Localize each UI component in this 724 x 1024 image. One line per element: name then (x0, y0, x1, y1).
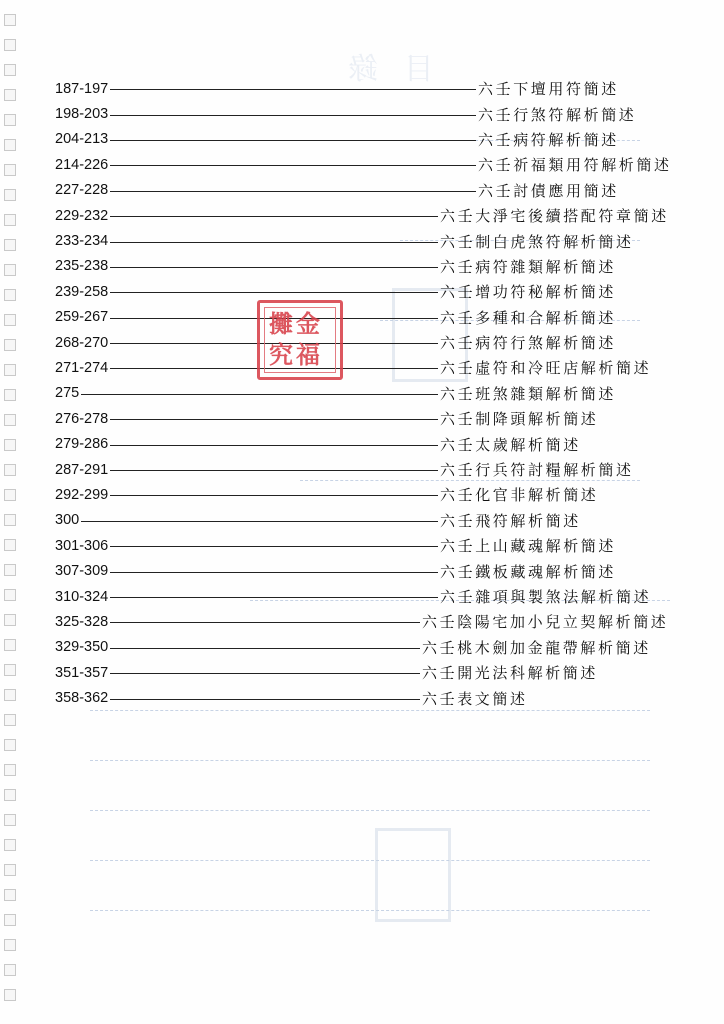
bleed-through-line (90, 860, 650, 861)
binding-hole (4, 389, 16, 401)
seal-glyph: 究 (269, 340, 293, 369)
toc-page-range: 229-232 (55, 207, 109, 224)
binding-hole (4, 789, 16, 801)
toc-entry (55, 558, 695, 583)
toc-page-range: 275 (55, 385, 80, 402)
toc-leader-line (110, 242, 438, 243)
toc-entry (55, 101, 695, 126)
toc-title: 六壬制降頭解析簡述 (440, 410, 599, 429)
toc-entry (55, 508, 695, 533)
toc-entry (55, 127, 695, 152)
binding-hole (4, 589, 16, 601)
toc-entry (55, 660, 695, 685)
toc-entry (55, 228, 695, 253)
binding-hole (4, 439, 16, 451)
toc-page-range: 276-278 (55, 410, 109, 427)
binding-hole (4, 164, 16, 176)
toc-leader-line (110, 673, 420, 674)
toc-title: 六壬病符雜類解析簡述 (440, 257, 617, 276)
toc-entry (55, 457, 695, 482)
toc-entry (55, 279, 695, 304)
table-of-contents (55, 76, 695, 711)
binding-hole (4, 739, 16, 751)
toc-title: 六壬上山藏魂解析簡述 (440, 537, 617, 556)
binding-hole (4, 539, 16, 551)
toc-page-range: 310-324 (55, 588, 109, 605)
toc-leader-line (81, 521, 438, 522)
toc-page-range: 233-234 (55, 233, 109, 250)
binding-hole (4, 964, 16, 976)
toc-title: 六壬班煞雜類解析簡述 (440, 384, 617, 403)
toc-title: 六壬下壇用符簡述 (478, 80, 619, 99)
toc-page-range: 351-357 (55, 664, 109, 681)
binding-hole (4, 864, 16, 876)
toc-page-range: 279-286 (55, 436, 109, 453)
toc-page-range: 300 (55, 512, 80, 529)
toc-leader-line (110, 267, 438, 268)
toc-page-range: 268-270 (55, 334, 109, 351)
binding-hole (4, 664, 16, 676)
toc-entry (55, 609, 695, 634)
binding-hole (4, 264, 16, 276)
toc-entry (55, 482, 695, 507)
binding-hole (4, 464, 16, 476)
toc-leader-line (110, 216, 438, 217)
toc-leader-line (110, 699, 420, 700)
toc-leader-line (110, 165, 476, 166)
toc-page-range: 329-350 (55, 639, 109, 656)
toc-leader-line (110, 648, 420, 649)
binding-hole (4, 189, 16, 201)
toc-title: 六壬行兵符討糧解析簡述 (440, 461, 634, 480)
binding-hole (4, 314, 16, 326)
toc-entry (55, 203, 695, 228)
toc-leader-line (110, 89, 476, 90)
binding-hole (4, 14, 16, 26)
toc-title: 六壬鐵板藏魂解析簡述 (440, 562, 617, 581)
binding-hole (4, 564, 16, 576)
red-seal-stamp (257, 300, 343, 380)
toc-leader-line (110, 191, 476, 192)
binding-hole (4, 414, 16, 426)
toc-page-range: 227-228 (55, 182, 109, 199)
toc-leader-line (110, 572, 438, 573)
toc-title: 六壬大淨宅後續搭配符章簡述 (440, 207, 669, 226)
toc-page-range: 239-258 (55, 283, 109, 300)
binding-hole (4, 64, 16, 76)
toc-page-range: 235-238 (55, 258, 109, 275)
toc-page-range: 204-213 (55, 131, 109, 148)
toc-leader-line (110, 445, 438, 446)
binding-hole (4, 489, 16, 501)
toc-page-range: 292-299 (55, 486, 109, 503)
binding-hole (4, 839, 16, 851)
toc-title: 六壬祈福類用符解析簡述 (478, 156, 672, 175)
toc-page-range: 287-291 (55, 461, 109, 478)
binding-hole (4, 764, 16, 776)
toc-page-range: 271-274 (55, 359, 109, 376)
binding-hole (4, 614, 16, 626)
seal-glyph: 福 (296, 340, 320, 369)
toc-entry (55, 584, 695, 609)
toc-title: 六壬太歲解析簡述 (440, 435, 581, 454)
toc-title: 六壬病符行煞解析簡述 (440, 334, 617, 353)
toc-entry (55, 431, 695, 456)
toc-title: 六壬行煞符解析簡述 (478, 105, 637, 124)
toc-leader-line (110, 115, 476, 116)
toc-leader-line (110, 140, 476, 141)
toc-entry (55, 533, 695, 558)
toc-entry (55, 254, 695, 279)
toc-title: 六壬雜項與製煞法解析簡述 (440, 588, 652, 606)
toc-entry (55, 406, 695, 431)
toc-page-range: 307-309 (55, 563, 109, 580)
binding-hole (4, 514, 16, 526)
toc-page-range: 259-267 (55, 309, 109, 326)
toc-page-range: 301-306 (55, 537, 109, 554)
toc-title: 六壬討債應用簡述 (478, 181, 619, 200)
binding-hole (4, 939, 16, 951)
toc-title: 六壬飛符解析簡述 (440, 511, 581, 530)
binding-hole (4, 239, 16, 251)
toc-page-range: 358-362 (55, 690, 109, 707)
bleed-through-line (90, 910, 650, 911)
toc-leader-line (110, 292, 438, 293)
toc-title: 六壬多種和合解析簡述 (440, 308, 617, 327)
toc-leader-line (110, 622, 420, 623)
toc-page-range: 198-203 (55, 106, 109, 123)
toc-page-range: 214-226 (55, 156, 109, 173)
binding-hole (4, 889, 16, 901)
toc-page-range: 187-197 (55, 80, 109, 97)
binding-hole (4, 914, 16, 926)
toc-page-range: 325-328 (55, 613, 109, 630)
binding-hole (4, 689, 16, 701)
toc-title: 六壬增功符秘解析簡述 (440, 283, 617, 302)
bleed-through-line (90, 760, 650, 761)
bleed-through-line (90, 810, 650, 811)
toc-title: 六壬表文簡述 (422, 689, 528, 708)
toc-title: 六壬化官非解析簡述 (440, 486, 599, 505)
toc-entry (55, 76, 695, 101)
toc-leader-line (110, 470, 438, 471)
toc-entry (55, 685, 695, 710)
bleed-through-title: 目錄 (322, 52, 434, 87)
toc-entry (55, 355, 695, 380)
binding-hole (4, 989, 16, 1001)
binding-hole (4, 814, 16, 826)
toc-leader-line (110, 495, 438, 496)
toc-entry (55, 178, 695, 203)
binding-hole (4, 39, 16, 51)
binding-hole (4, 289, 16, 301)
toc-title: 六壬病符解析簡述 (478, 130, 619, 149)
binding-hole (4, 639, 16, 651)
binding-holes (4, 14, 18, 1014)
toc-leader-line (81, 394, 438, 395)
toc-title: 六壬桃木劍加金龍帶解析簡述 (422, 638, 651, 657)
toc-title: 六壬陰陽宅加小兒立契解析簡述 (422, 613, 669, 632)
toc-entry (55, 330, 695, 355)
toc-title: 六壬制白虎煞符解析簡述 (440, 232, 634, 251)
toc-leader-line (110, 546, 438, 547)
toc-title: 六壬開光法科解析簡述 (422, 664, 599, 683)
seal-glyph: 金 (296, 309, 320, 338)
binding-hole (4, 214, 16, 226)
toc-leader-line (110, 597, 438, 598)
binding-hole (4, 339, 16, 351)
binding-hole (4, 714, 16, 726)
toc-entry (55, 381, 695, 406)
toc-entry (55, 152, 695, 177)
binding-hole (4, 139, 16, 151)
binding-hole (4, 114, 16, 126)
toc-leader-line (110, 419, 438, 420)
bleed-through-seal (375, 828, 451, 922)
toc-entry (55, 305, 695, 330)
seal-glyph: 攤 (269, 309, 293, 338)
binding-hole (4, 364, 16, 376)
toc-entry (55, 635, 695, 660)
toc-title: 六壬虛符和冷旺店解析簡述 (440, 359, 652, 378)
binding-hole (4, 89, 16, 101)
